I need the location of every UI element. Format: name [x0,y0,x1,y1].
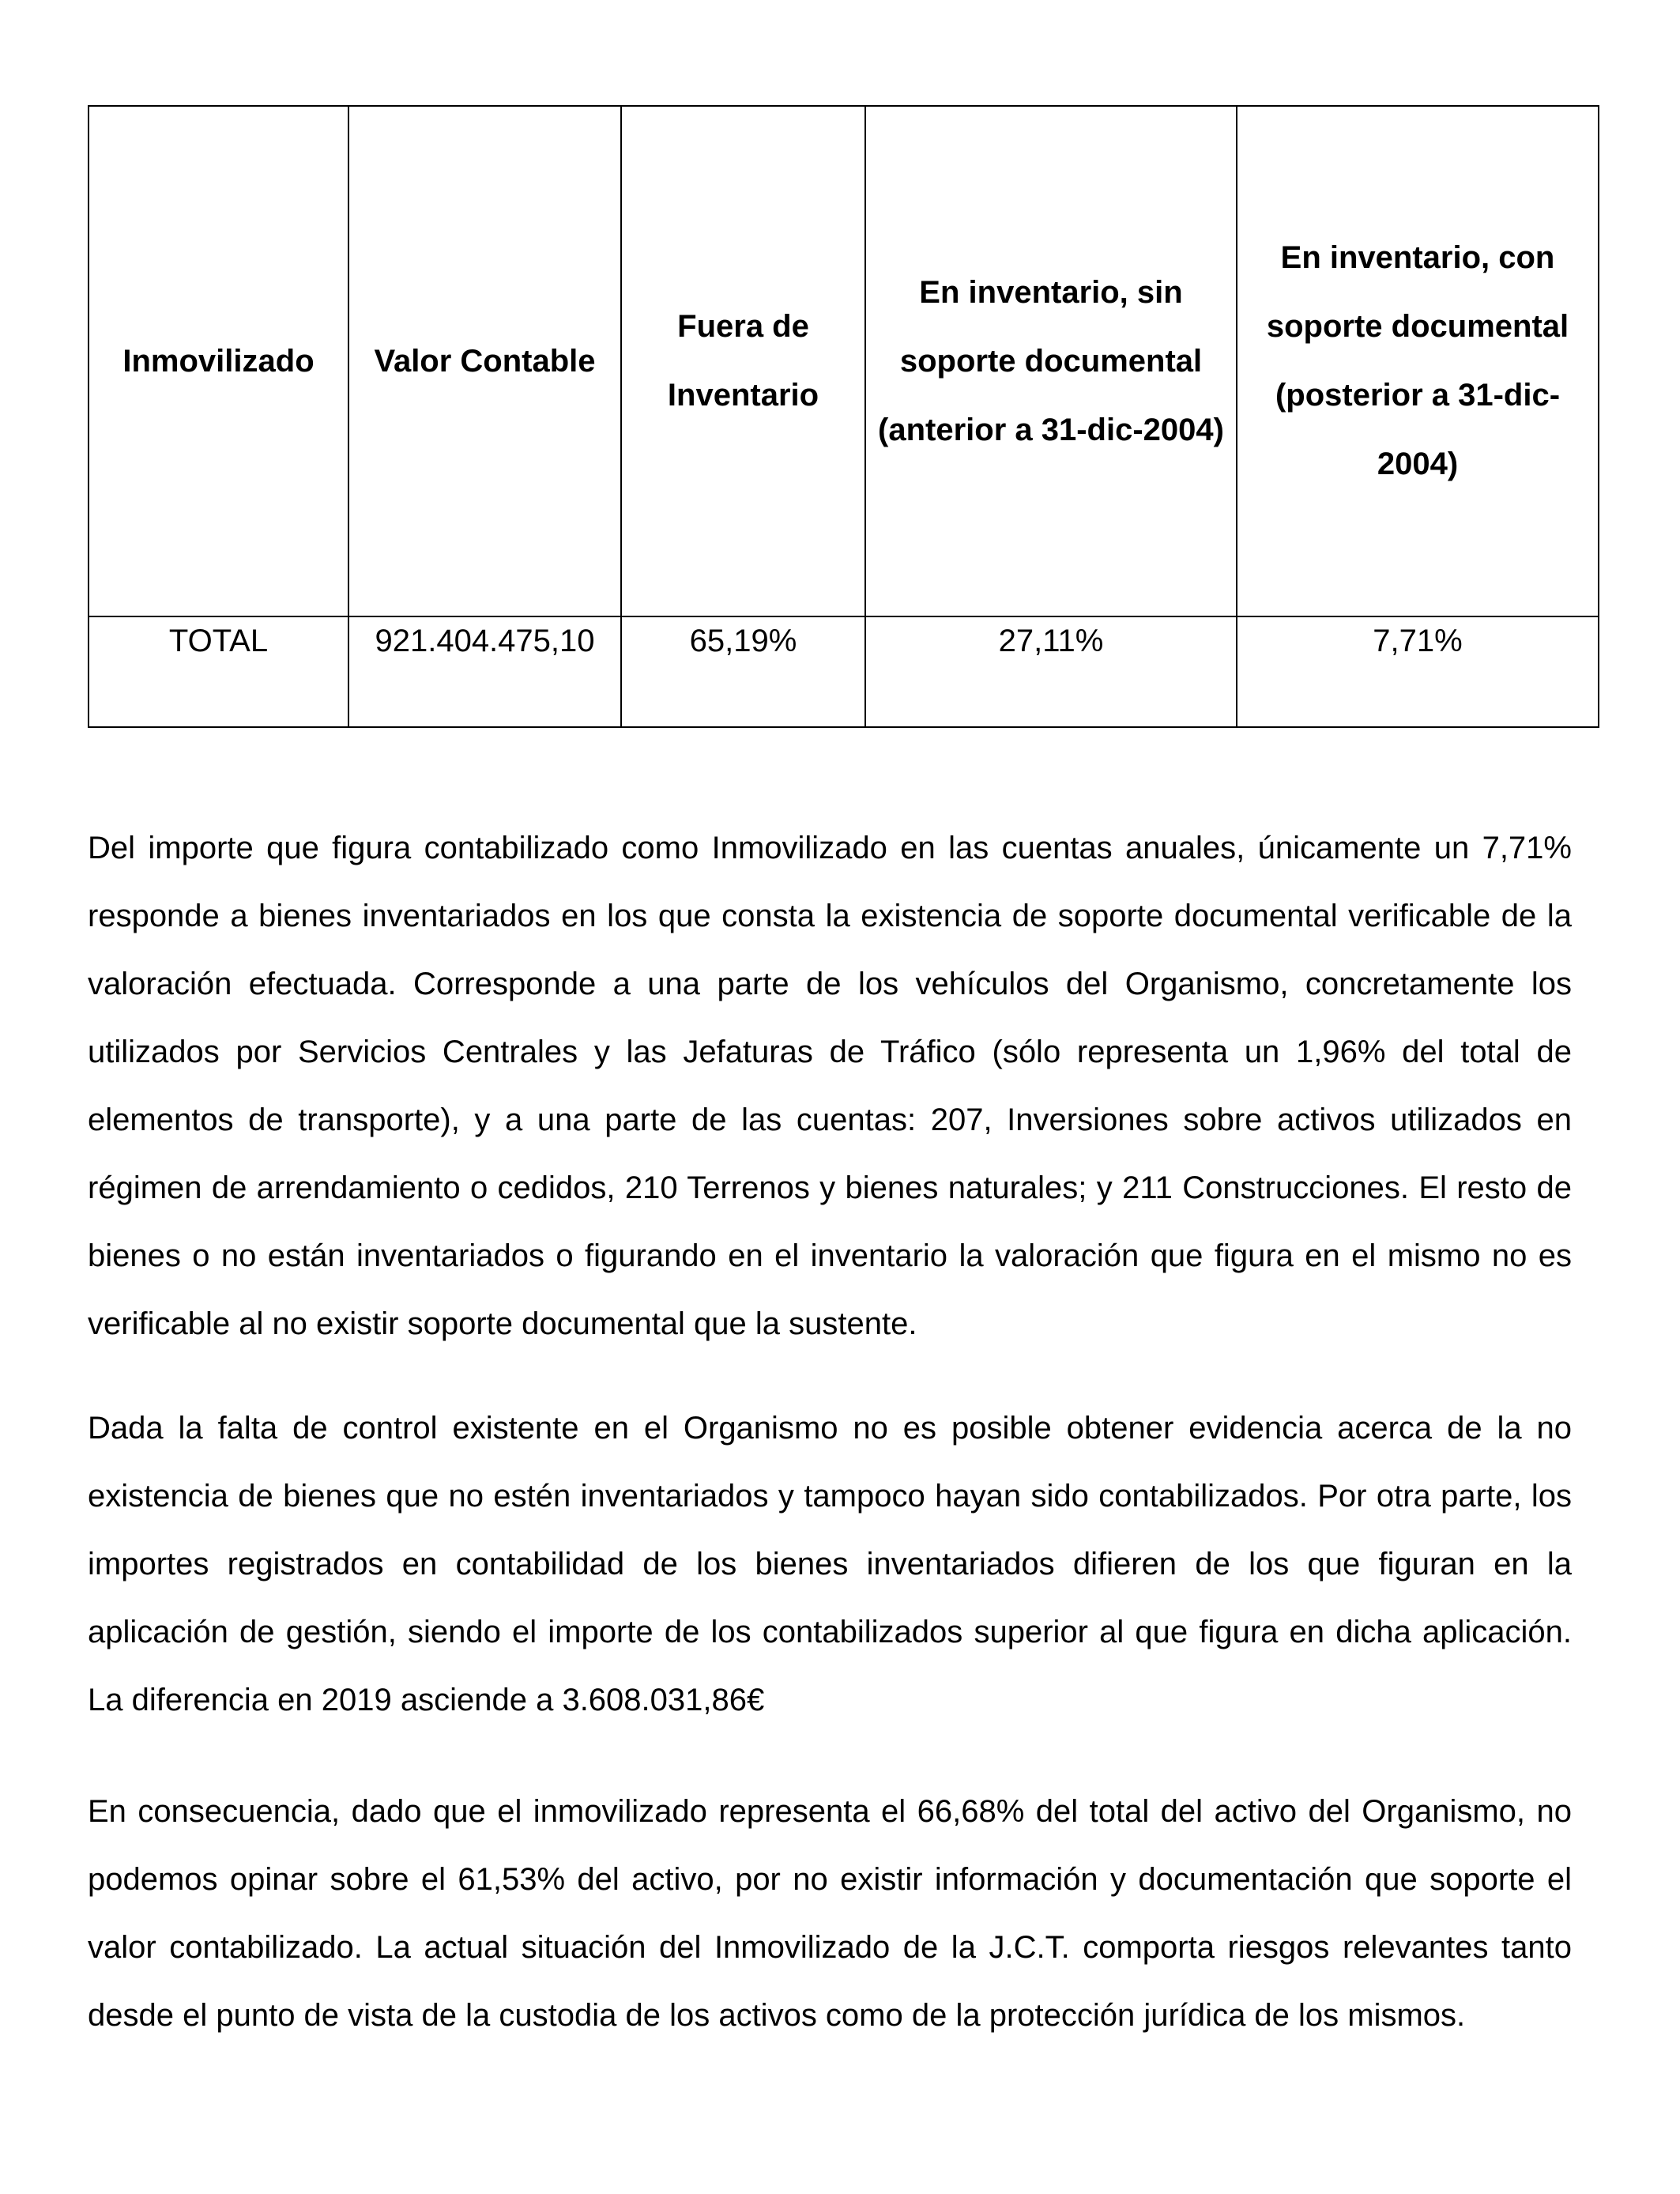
header-sin-soporte: En inventario, sin soporte documental (anterior a 31-dic-2004) [865,106,1237,616]
paragraph-control-deficiency: Dada la falta de control existente en el Organismo no es posible obtener evidencia acerca de la no existencia de bienes que no estén inventariados y tampoco hayan sido contabilizados. Por otra parte, los importes registrados en contabilidad de los bienes inventariados difieren de los que figuran en la aplicación de gestión, siendo el importe de los contabilizados superior al que figura en dicha aplicación. La diferencia en 2019 asciende a 3.608.031,86€ [88,1411,1572,1717]
header-valor-contable: Valor Contable [348,106,621,616]
cell-sin-soporte: 27,11% [865,616,1237,727]
header-con-soporte: En inventario, con soporte documental (posterior a 31-dic-2004) [1237,106,1599,616]
cell-con-soporte: 7,71% [1237,616,1599,727]
table-row [89,616,1599,727]
paragraph-inmovilizado-summary: Del importe que figura contabilizado como Inmovilizado en las cuentas anuales, únicamente un 7,71% responde a bienes inventariados en los que consta la existencia de soporte documental verificable de la valoración efectuada. Corresponde a una parte de los vehículos del Organismo, concretamente los utilizados por Servicios Centrales y las Jefaturas de Tráfico (sólo representa un 1,96% del total de elementos de transporte), y a una parte de las cuentas: 207, Inversiones sobre activos utilizados en régimen de arrendamiento o cedidos, 210 Terrenos y bienes naturales; y 211 Construcciones. El resto de bienes o no están inventariados o figurando en el inventario la valoración que figura en el mismo no es verificable al no existir soporte documental que la sustente. [88,831,1572,1341]
header-fuera-inventario: Fuera de Inventario [621,106,865,616]
inventory-table [88,105,1599,728]
cell-total-label: TOTAL [89,616,348,727]
cell-valor-contable: 921.404.475,10 [348,616,621,727]
cell-fuera-inventario: 65,19% [621,616,865,727]
table-header-row [89,106,1599,616]
header-inmovilizado: Inmovilizado [89,106,348,616]
paragraph-conclusion: En consecuencia, dado que el inmovilizado representa el 66,68% del total del activo del Organismo, no podemos opinar sobre el 61,53% del activo, por no existir información y documentación que soporte el valor contabilizado. La actual situación del Inmovilizado de la J.C.T. comporta riesgos relevantes tanto desde el punto de vista de la custodia de los activos como de la protección jurídica de los mismos. [88,1794,1572,2033]
